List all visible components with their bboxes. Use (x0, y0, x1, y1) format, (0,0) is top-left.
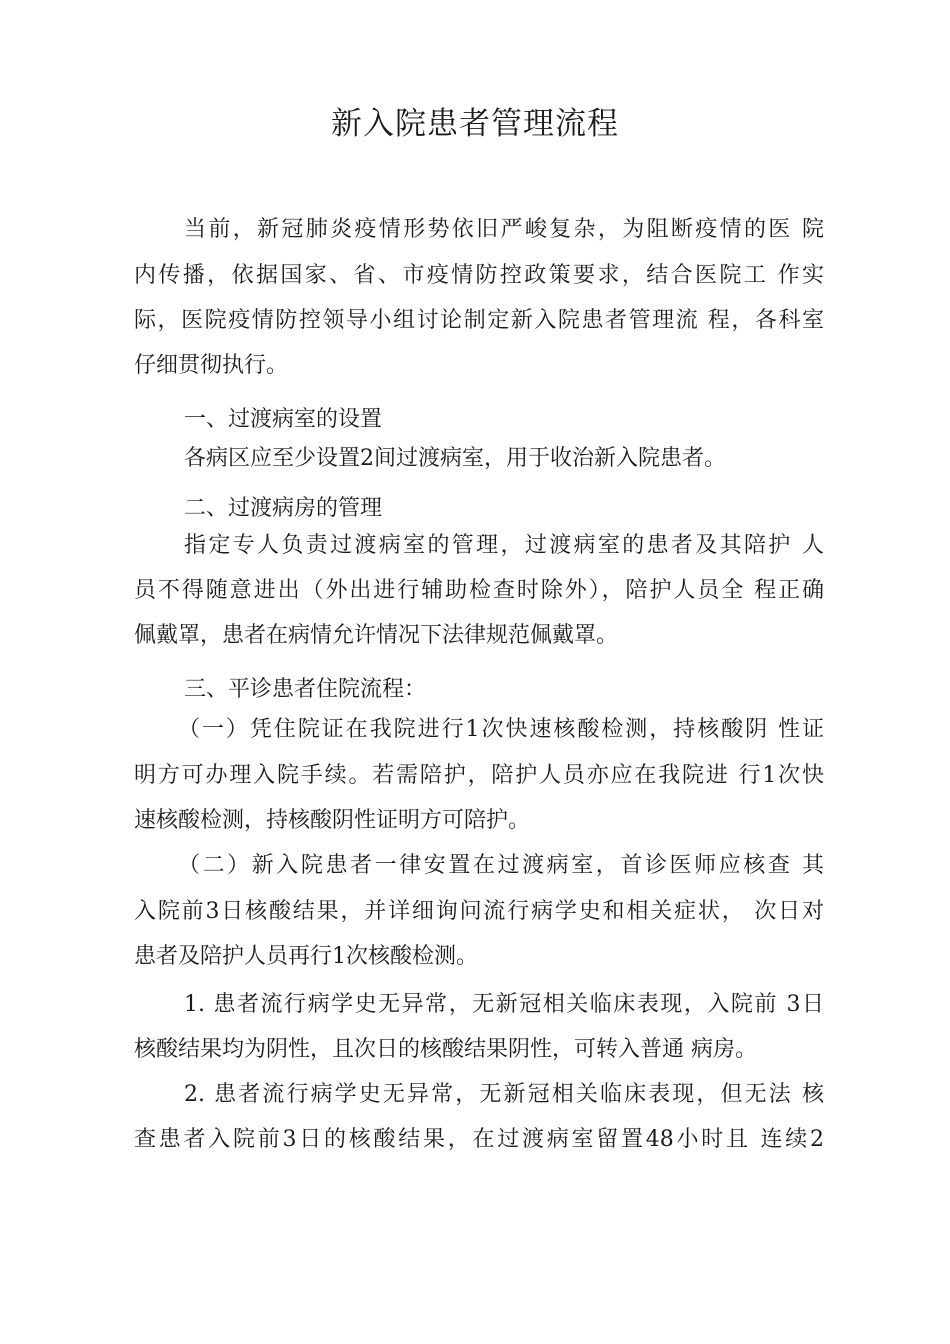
item-line: 速核酸检测，持核酸阴性证明方可陪护。 (134, 808, 531, 833)
item-line: （一）凭住院证在我院进行1次快速核酸检测，持核酸阴 性证 (178, 717, 824, 742)
item-line: 明方可办理入院手续。若需陪护，陪护人员亦应在我院进 行1次快 (134, 763, 824, 788)
item-line: （二）新入院患者一律安置在过渡病室，首诊医师应核查 其 (178, 853, 824, 878)
point-line: 1. 患者流行病学史无异常，无新冠相关临床表现，入院前 3日 (184, 992, 824, 1017)
section-body: 各病区应至少设置2间过渡病室，用于收治新入院患者。 (184, 446, 726, 471)
item-line: 患者及陪护人员再行1次核酸检测。 (134, 944, 478, 969)
section-body-line: 佩戴罩，患者在病情允许情况下法律规范佩戴罩。 (134, 623, 619, 648)
point-line: 2. 患者流行病学史无异常，无新冠相关临床表现，但无法 核 (184, 1082, 824, 1107)
item-line: 入院前3日核酸结果，并详细询问流行病学史和相关症状， 次日对 (134, 899, 824, 924)
section-body-line: 员不得随意进出（外出进行辅助检查时除外），陪护人员全 程正确 (134, 578, 824, 603)
point-line: 核酸结果均为阴性，且次日的核酸结果阴性，可转入普通 病房。 (134, 1037, 757, 1062)
intro-line: 仔细贯彻执行。 (134, 353, 289, 378)
section-heading: 一、过渡病室的设置 (184, 407, 383, 432)
intro-line: 际，医院疫情防控领导小组讨论制定新入院患者管理流 程，各科室 (134, 308, 824, 333)
point-line: 查患者入院前3日的核酸结果，在过渡病室留置48小时且 连续2 (134, 1127, 824, 1152)
document-title: 新入院患者管理流程 (331, 106, 619, 142)
section-heading: 三、平诊患者住院流程： (184, 677, 427, 702)
section-body-line: 指定专人负责过渡病室的管理，过渡病室的患者及其陪护 人 (184, 533, 824, 558)
intro-line: 内传播，依据国家、省、市疫情防控政策要求，结合医院工 作实 (134, 263, 824, 288)
section-heading: 二、过渡病房的管理 (184, 496, 383, 521)
intro-line: 当前，新冠肺炎疫情形势依旧严峻复杂，为阻断疫情的医 院 (184, 217, 824, 242)
